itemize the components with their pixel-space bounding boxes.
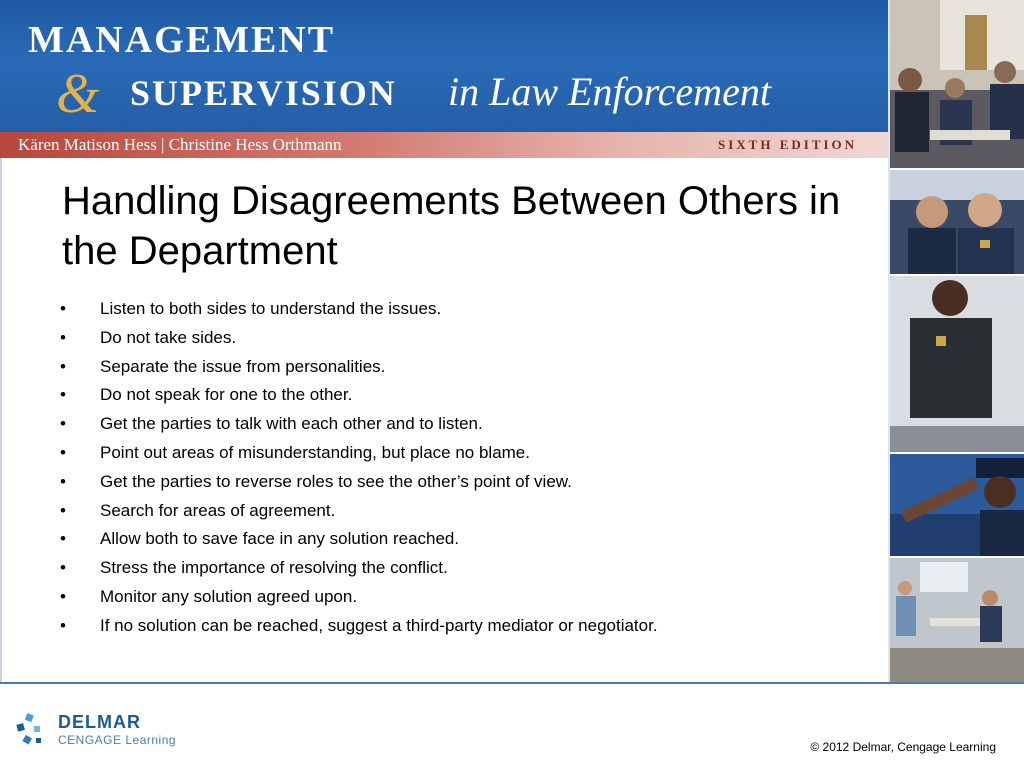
- bullet-item: [60, 554, 658, 583]
- bullet-item: [60, 295, 658, 324]
- bullet-text: Monitor any solution agreed upon.: [100, 586, 358, 606]
- book-title-ampersand: &: [56, 63, 100, 125]
- book-title-line1: MANAGEMENT: [28, 19, 336, 61]
- bullet-text: Get the parties to talk with each other and to listen.: [100, 414, 483, 434]
- bullet-item: [60, 468, 658, 497]
- publisher-logo: [14, 712, 194, 752]
- bullet-marker: •: [60, 442, 66, 462]
- book-subtitle: in Law Enforcement: [448, 69, 771, 114]
- photo-officers-in-car: [890, 170, 1024, 276]
- photo-officer-saluting: [890, 454, 1024, 558]
- photo-officer-at-laptop: [890, 276, 1024, 454]
- bullet-marker: •: [60, 471, 66, 491]
- bullet-text: Separate the issue from personalities.: [100, 356, 386, 376]
- bullet-item: [60, 410, 658, 439]
- logo-subtitle: CENGAGE Learning: [58, 733, 177, 747]
- bullet-text: Allow both to save face in any solution reached.: [100, 529, 460, 549]
- photo-strip: [888, 0, 1024, 682]
- bullet-item: [60, 525, 658, 554]
- authors-text: Kären Matison Hess | Christine Hess Orthmann: [18, 135, 342, 154]
- bullet-marker: •: [60, 615, 66, 635]
- bullet-item: [60, 612, 658, 641]
- bullet-text: Do not take sides.: [100, 327, 237, 347]
- bullet-text: Point out areas of misunderstanding, but place no blame.: [100, 442, 530, 462]
- bullet-text: Search for areas of agreement.: [100, 500, 336, 520]
- bullet-marker: •: [60, 500, 66, 520]
- bullet-item: [60, 497, 658, 526]
- delmar-logo-icon: [14, 712, 48, 748]
- book-title-line2: SUPERVISION: [130, 73, 397, 113]
- edition-text: SIXTH EDITION: [718, 137, 858, 152]
- bullet-text: Get the parties to reverse roles to see the other’s point of view.: [100, 471, 572, 491]
- bullet-text: Stress the importance of resolving the conflict.: [100, 558, 448, 578]
- logo-name: DELMAR: [58, 712, 141, 732]
- bullet-marker: •: [60, 586, 66, 606]
- copyright-text: © 2012 Delmar, Cengage Learning: [810, 740, 996, 754]
- bullet-marker: •: [60, 414, 66, 434]
- bullet-item: [60, 324, 658, 353]
- slide-title: Handling Disagreements Between Others in the Department: [62, 179, 841, 273]
- bullet-text: Listen to both sides to understand the issues.: [100, 299, 442, 318]
- bullet-marker: •: [60, 385, 66, 405]
- bullet-item: [60, 381, 658, 410]
- bullet-item: [60, 353, 658, 382]
- bullet-marker: •: [60, 327, 66, 347]
- bullet-item: [60, 439, 658, 468]
- bullet-item: [60, 583, 658, 612]
- bullet-marker: •: [60, 558, 66, 578]
- bullet-marker: •: [60, 529, 66, 549]
- photo-classroom-training: [890, 558, 1024, 682]
- photo-officers-meeting: [890, 0, 1024, 170]
- bullet-text: If no solution can be reached, suggest a third-party mediator or negotiator.: [100, 615, 658, 635]
- bullet-text: Do not speak for one to the other.: [100, 385, 353, 405]
- bullet-marker: •: [60, 356, 66, 376]
- bullet-list: [60, 295, 658, 641]
- bullet-marker: •: [60, 299, 66, 318]
